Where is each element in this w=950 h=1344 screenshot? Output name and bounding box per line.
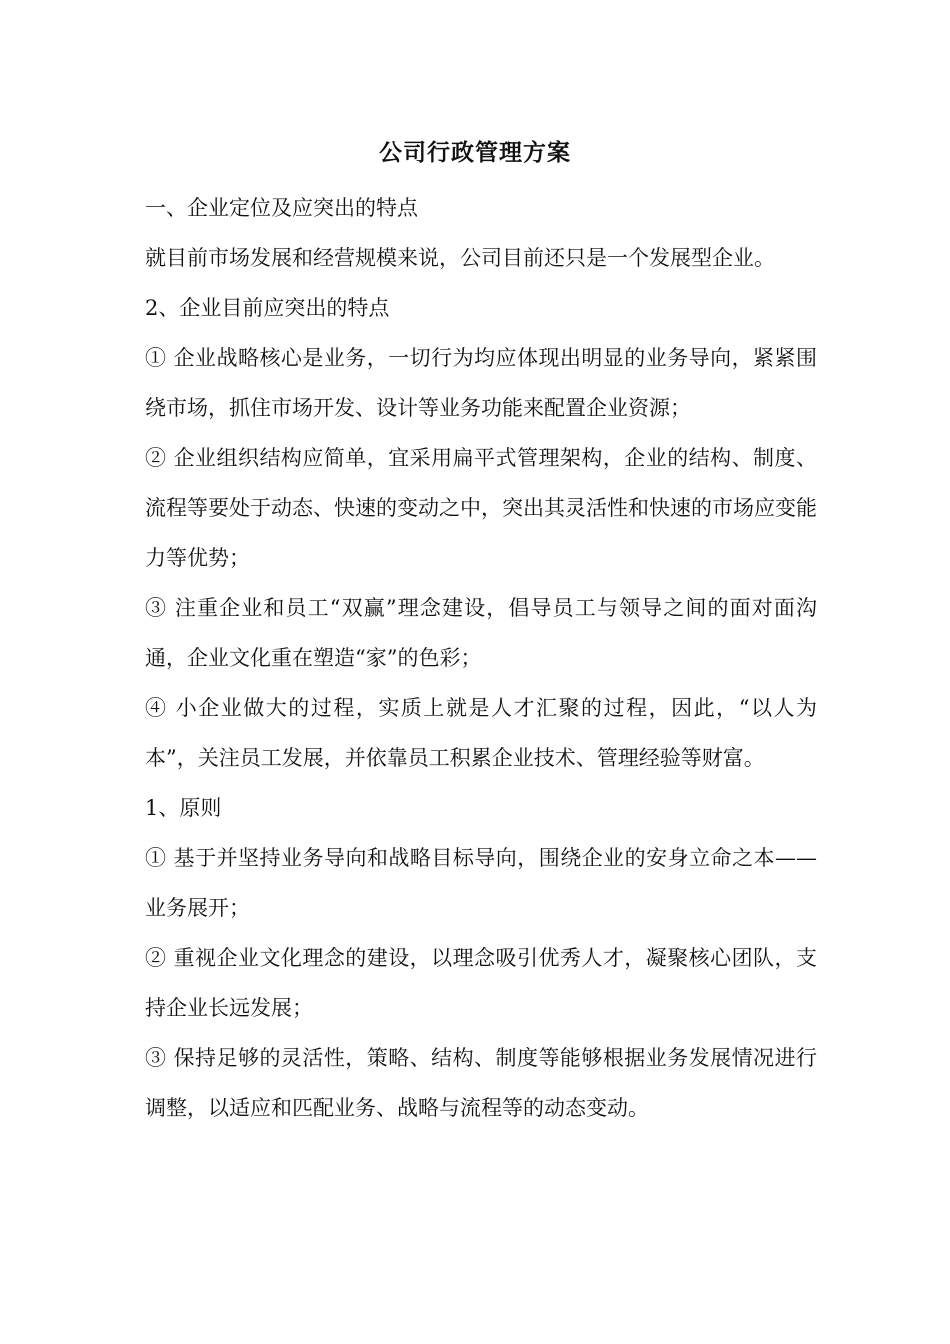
- feature-item-3: ③ 注重企业和员工“双赢”理念建设，倡导员工与领导之间的面对面沟通，企业文化重在塑造“家”的色彩；: [145, 596, 817, 670]
- feature-item-4: ④ 小企业做大的过程，实质上就是人才汇聚的过程，因此，“以人为本”，关注员工发展，并依靠员工积累企业技术、管理经验等财富。: [145, 696, 817, 770]
- feature-item-1: ① 企业战略核心是业务，一切行为均应体现出明显的业务导向，紧紧围绕市场，抓住市场开发、设计等业务功能来配置企业资源；: [145, 346, 817, 420]
- principle-item-1: ① 基于并坚持业务导向和战略目标导向，围绕企业的安身立命之本——业务展开；: [145, 846, 817, 920]
- document-body: [145, 183, 817, 1133]
- principle-item-3: ③ 保持足够的灵活性，策略、结构、制度等能够根据业务发展情况进行调整，以适应和匹配业务、战略与流程等的动态变动。: [145, 1046, 817, 1120]
- subheading-principles: 1、原则: [145, 796, 222, 820]
- document-title: 公司行政管理方案: [379, 139, 571, 166]
- section-heading-positioning: 一、企业定位及应突出的特点: [145, 196, 418, 220]
- feature-item-2: ② 企业组织结构应简单，宜采用扁平式管理架构，企业的结构、制度、流程等要处于动态、快速的变动之中，突出其灵活性和快速的市场应变能力等优势；: [145, 446, 817, 570]
- principle-item-2: ② 重视企业文化理念的建设，以理念吸引优秀人才，凝聚核心团队，支持企业长远发展；: [145, 946, 817, 1020]
- subheading-features: 2、企业目前应突出的特点: [145, 296, 390, 320]
- paragraph-current-status: 就目前市场发展和经营规模来说，公司目前还只是一个发展型企业。: [145, 246, 775, 270]
